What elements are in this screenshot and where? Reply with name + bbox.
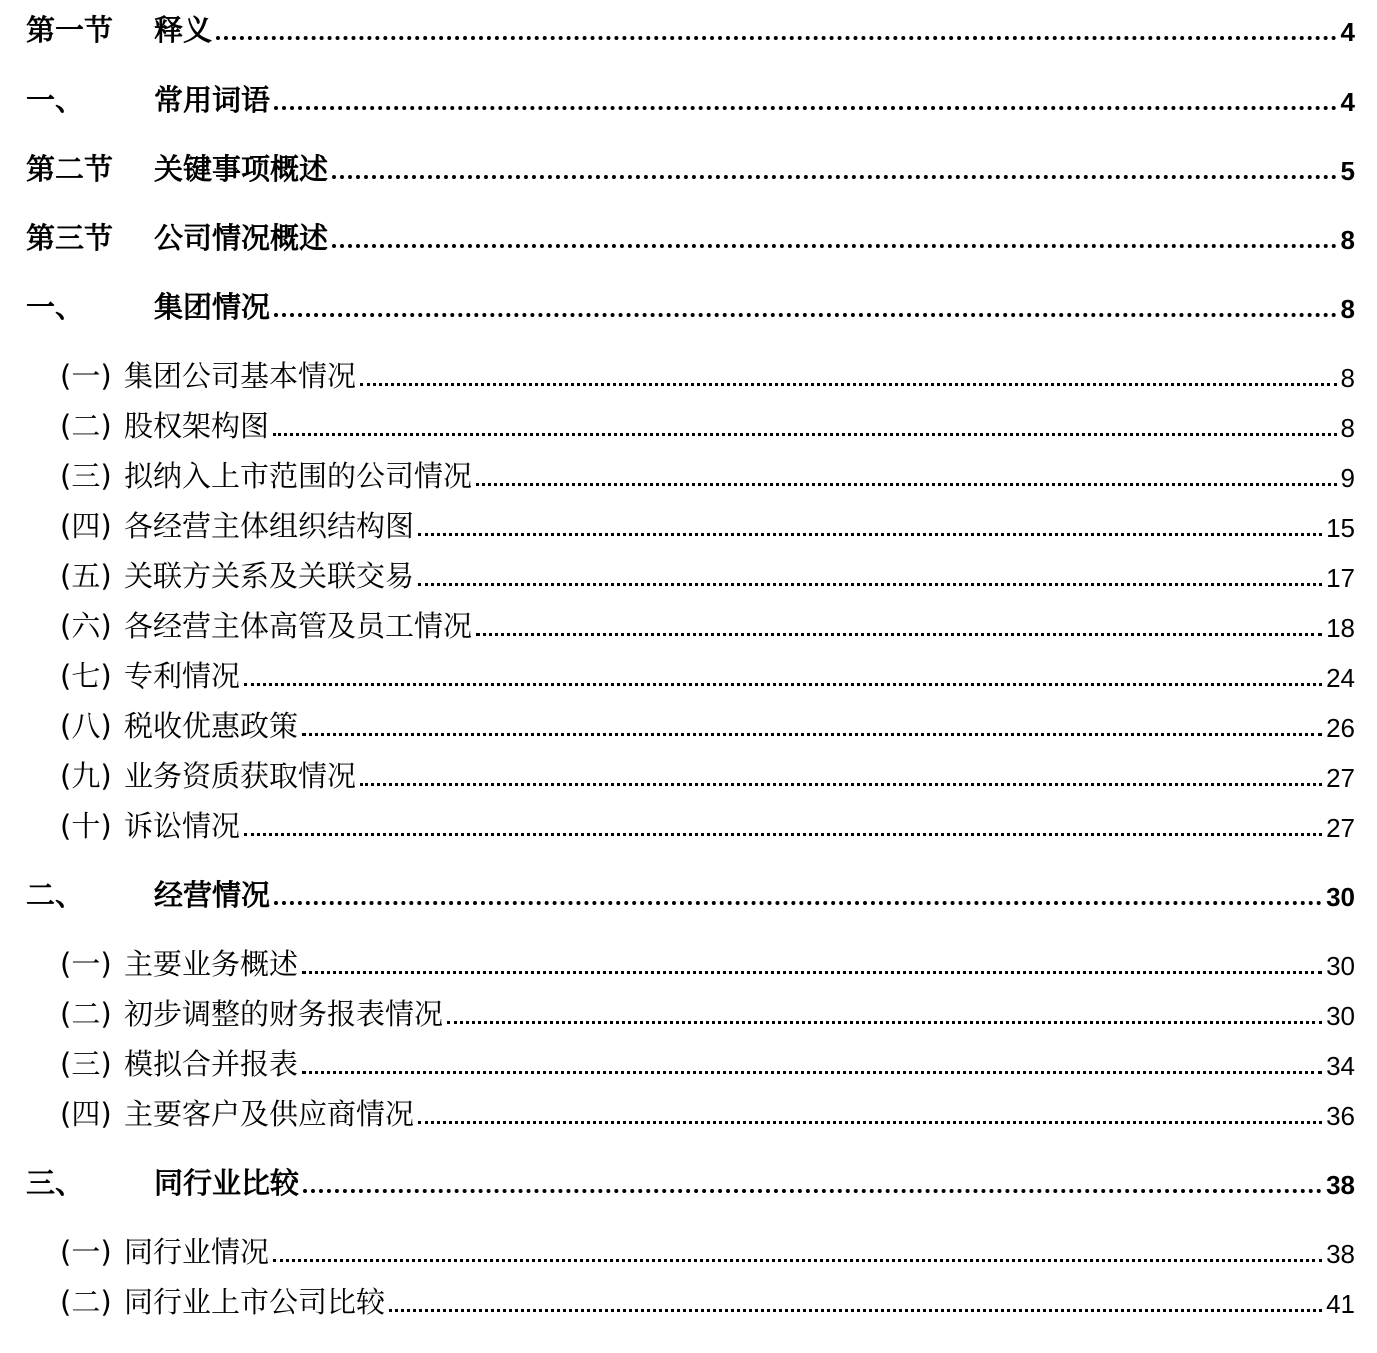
- toc-entry-subitem[interactable]: [60, 809, 1355, 843]
- dot-leader: [273, 433, 1337, 436]
- toc-entry-number: (二): [60, 409, 112, 443]
- toc-entry-page: 41: [1326, 1289, 1355, 1319]
- dot-leader: [360, 783, 1322, 786]
- toc-entry-title: 同行业上市公司比较: [124, 1285, 386, 1319]
- toc-entry-number: (一): [60, 947, 112, 981]
- toc-entry-title: 主要客户及供应商情况: [124, 1097, 415, 1131]
- toc-entry-title: 同行业比较: [154, 1166, 300, 1200]
- toc-entry-page: 8: [1340, 363, 1355, 393]
- toc-entry-number: (五): [60, 559, 112, 593]
- toc-entry-page: 36: [1326, 1101, 1355, 1131]
- toc-entry-page: 27: [1326, 813, 1355, 843]
- toc-entry-subitem[interactable]: [60, 1285, 1355, 1319]
- dot-leader: [447, 1021, 1322, 1024]
- toc-entry-page: 17: [1326, 563, 1355, 593]
- toc-entry-subitem[interactable]: [60, 759, 1355, 793]
- dot-leader: [274, 901, 1322, 905]
- toc-entry-common-terms[interactable]: [26, 83, 1355, 117]
- dot-leader: [332, 175, 1337, 179]
- toc-entry-subitem[interactable]: [60, 947, 1355, 981]
- dot-leader: [418, 583, 1322, 586]
- toc-entry-number: (四): [60, 509, 112, 543]
- toc-entry-page: 38: [1326, 1170, 1355, 1200]
- toc-entry-section-2[interactable]: [26, 152, 1355, 186]
- toc-entry-number: 一、: [26, 83, 85, 117]
- toc-entry-title: 关键事项概述: [154, 152, 329, 186]
- toc-entry-number: 三、: [26, 1166, 85, 1200]
- toc-entry-subitem[interactable]: [60, 997, 1355, 1031]
- dot-leader: [302, 733, 1322, 736]
- toc-entry-page: 24: [1326, 663, 1355, 693]
- toc-entry-title: 诉讼情况: [124, 809, 241, 843]
- toc-entry-page: 26: [1326, 713, 1355, 743]
- toc-entry-subitem[interactable]: [60, 609, 1355, 643]
- toc-entry-group-overview[interactable]: [26, 290, 1355, 324]
- toc-entry-title: 释义: [154, 13, 213, 47]
- toc-entry-page: 38: [1326, 1239, 1355, 1269]
- dot-leader: [418, 533, 1322, 536]
- toc-entry-title: 同行业情况: [124, 1235, 270, 1269]
- toc-entry-subitem[interactable]: [60, 559, 1355, 593]
- toc-entry-number: (二): [60, 1285, 112, 1319]
- toc-entry-number: 第一节: [26, 13, 114, 47]
- toc-entry-page: 30: [1326, 882, 1355, 912]
- toc-entry-subitem[interactable]: [60, 709, 1355, 743]
- toc-entry-number: (七): [60, 659, 112, 693]
- toc-entry-number: (十): [60, 809, 112, 843]
- toc-entry-subitem[interactable]: [60, 1235, 1355, 1269]
- toc-entry-page: 15: [1326, 513, 1355, 543]
- toc-entry-number: (二): [60, 997, 112, 1031]
- dot-leader: [244, 683, 1322, 686]
- toc-entry-page: 8: [1340, 225, 1355, 255]
- toc-entry-subitem[interactable]: [60, 409, 1355, 443]
- dot-leader: [274, 106, 1337, 110]
- dot-leader: [332, 244, 1337, 248]
- dot-leader: [418, 1121, 1322, 1124]
- toc-entry-page: 34: [1326, 1051, 1355, 1081]
- toc-entry-title: 公司情况概述: [154, 221, 329, 255]
- toc-entry-title: 拟纳入上市范围的公司情况: [124, 459, 473, 493]
- toc-entry-page: 30: [1326, 1001, 1355, 1031]
- dot-leader: [274, 313, 1337, 317]
- dot-leader: [216, 36, 1337, 40]
- toc-entry-page: 27: [1326, 763, 1355, 793]
- dot-leader: [476, 483, 1337, 486]
- toc-entry-title: 经营情况: [154, 878, 271, 912]
- toc-entry-page: 4: [1340, 17, 1355, 47]
- toc-entry-title: 专利情况: [124, 659, 241, 693]
- toc-entry-page: 4: [1340, 87, 1355, 117]
- toc-entry-number: 二、: [26, 878, 85, 912]
- toc-entry-subitem[interactable]: [60, 459, 1355, 493]
- toc-entry-number: (六): [60, 609, 112, 643]
- toc-entry-number: (三): [60, 1047, 112, 1081]
- toc-entry-subitem[interactable]: [60, 1047, 1355, 1081]
- dot-leader: [302, 971, 1322, 974]
- toc-entry-title: 税收优惠政策: [124, 709, 299, 743]
- toc-entry-title: 集团情况: [154, 290, 271, 324]
- toc-entry-title: 关联方关系及关联交易: [124, 559, 415, 593]
- toc-entry-operations[interactable]: [26, 878, 1355, 912]
- toc-entry-number: (三): [60, 459, 112, 493]
- toc-entry-title: 集团公司基本情况: [124, 359, 357, 393]
- toc-entry-page: 9: [1340, 463, 1355, 493]
- toc-entry-page: 30: [1326, 951, 1355, 981]
- toc-entry-title: 各经营主体高管及员工情况: [124, 609, 473, 643]
- toc-entry-section-1[interactable]: [26, 13, 1355, 47]
- toc-entry-subitem[interactable]: [60, 659, 1355, 693]
- dot-leader: [273, 1259, 1322, 1262]
- toc-entry-number: 一、: [26, 290, 85, 324]
- dot-leader: [302, 1071, 1322, 1074]
- toc-entry-number: (八): [60, 709, 112, 743]
- toc-entry-page: 8: [1340, 294, 1355, 324]
- toc-entry-title: 主要业务概述: [124, 947, 299, 981]
- toc-entry-industry-comparison[interactable]: [26, 1166, 1355, 1200]
- toc-entry-title: 常用词语: [154, 83, 271, 117]
- toc-entry-title: 各经营主体组织结构图: [124, 509, 415, 543]
- toc-entry-subitem[interactable]: [60, 1097, 1355, 1131]
- toc-entry-page: 8: [1340, 413, 1355, 443]
- toc-entry-number: (一): [60, 359, 112, 393]
- toc-entry-title: 初步调整的财务报表情况: [124, 997, 444, 1031]
- dot-leader: [476, 633, 1322, 636]
- toc-entry-title: 模拟合并报表: [124, 1047, 299, 1081]
- toc-entry-number: 第三节: [26, 221, 114, 255]
- dot-leader: [303, 1189, 1322, 1193]
- toc-entry-subitem[interactable]: [60, 359, 1355, 393]
- toc-entry-number: (四): [60, 1097, 112, 1131]
- toc-entry-number: 第二节: [26, 152, 114, 186]
- toc-entry-page: 18: [1326, 613, 1355, 643]
- toc-entry-number: (九): [60, 759, 112, 793]
- dot-leader: [389, 1309, 1322, 1312]
- dot-leader: [360, 383, 1337, 386]
- dot-leader: [244, 833, 1322, 836]
- toc-entry-section-3[interactable]: [26, 221, 1355, 255]
- toc-entry-subitem[interactable]: [60, 509, 1355, 543]
- toc-entry-title: 股权架构图: [124, 409, 270, 443]
- toc-entry-title: 业务资质获取情况: [124, 759, 357, 793]
- toc-entry-page: 5: [1340, 156, 1355, 186]
- toc-entry-number: (一): [60, 1235, 112, 1269]
